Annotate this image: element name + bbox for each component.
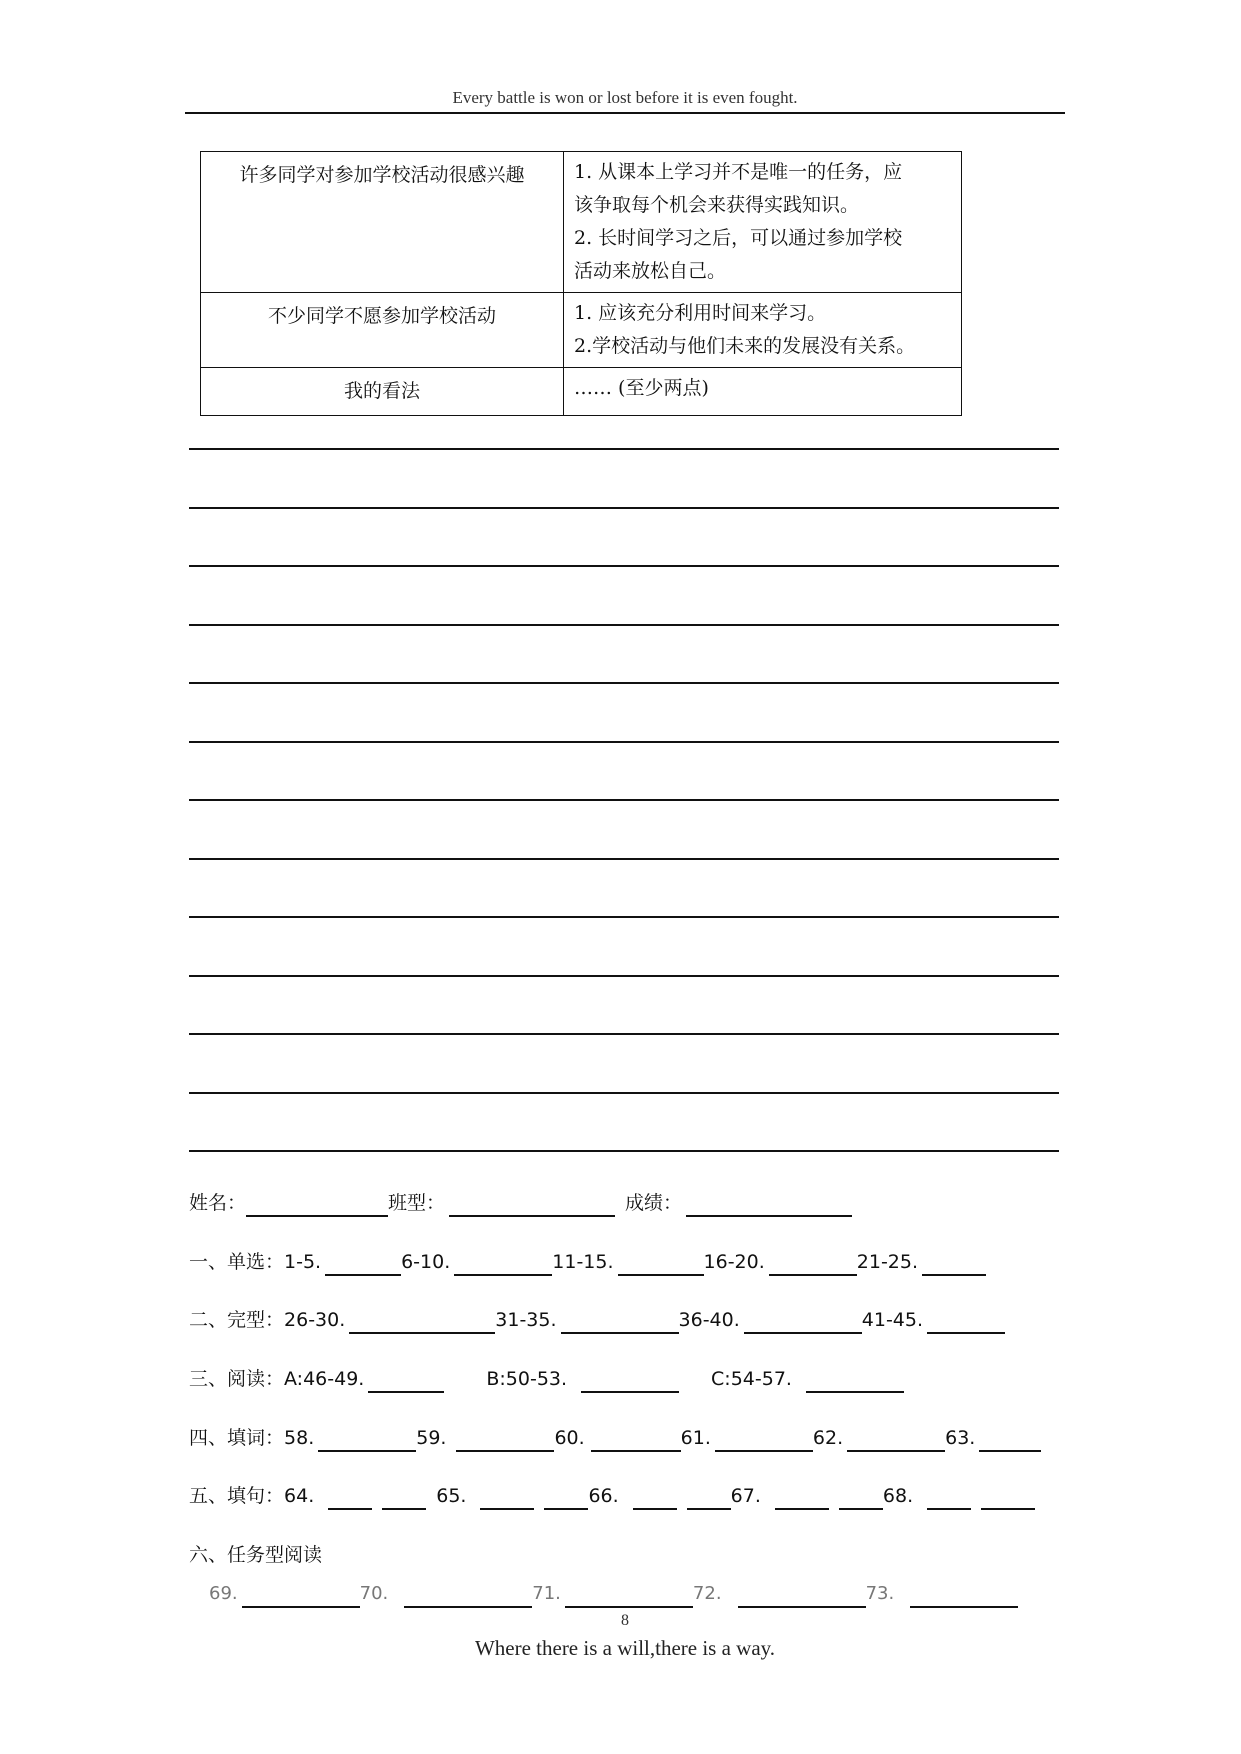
answer-blank[interactable] xyxy=(910,1584,1018,1608)
name-label: 姓名： xyxy=(189,1192,247,1214)
writing-line xyxy=(189,799,1059,801)
class-blank[interactable] xyxy=(449,1193,615,1217)
item-number: 61. xyxy=(680,1427,711,1449)
item-number: B:50-53. xyxy=(486,1368,568,1390)
answer-blank[interactable] xyxy=(687,1486,731,1510)
answer-blank[interactable] xyxy=(561,1310,679,1334)
section-label: 一、单选： xyxy=(189,1251,285,1273)
section-fill-words xyxy=(189,1424,1041,1452)
answer-blank[interactable] xyxy=(382,1486,426,1510)
item-number: 71. xyxy=(532,1583,561,1604)
item-number: 1-5. xyxy=(284,1251,322,1273)
answer-blank[interactable] xyxy=(744,1310,862,1334)
section-label: 六、任务型阅读 xyxy=(189,1544,323,1566)
answer-blank[interactable] xyxy=(325,1252,401,1276)
writing-line xyxy=(189,975,1059,977)
reason-line: 1. 应该充分利用时间来学习。 xyxy=(574,302,827,324)
item-number: 66. xyxy=(588,1485,619,1507)
table-cell-viewpoint: 我的看法 xyxy=(201,368,564,416)
answer-blank[interactable] xyxy=(633,1486,677,1510)
section-cloze xyxy=(189,1306,1005,1334)
item-number: 60. xyxy=(554,1427,585,1449)
writing-line xyxy=(189,916,1059,918)
class-label: 班型： xyxy=(388,1192,446,1214)
writing-line xyxy=(189,858,1059,860)
reason-line: 活动来放松自己。 xyxy=(574,260,727,282)
answer-blank[interactable] xyxy=(738,1584,866,1608)
section-task-reading xyxy=(189,1541,322,1569)
answer-blank[interactable] xyxy=(618,1252,704,1276)
answer-blank[interactable] xyxy=(591,1428,681,1452)
section-label: 四、填词： xyxy=(189,1427,285,1449)
answer-blank[interactable] xyxy=(839,1486,883,1510)
header-motto: Every battle is won or lost before it is even fought. xyxy=(452,88,798,107)
item-number: 6-10. xyxy=(401,1251,451,1273)
answer-blank[interactable] xyxy=(775,1486,829,1510)
reason-line: …… (至少两点) xyxy=(574,377,709,399)
item-number: 64. xyxy=(284,1485,315,1507)
section-label: 三、阅读： xyxy=(189,1368,285,1390)
answer-blank[interactable] xyxy=(769,1252,857,1276)
answer-blank[interactable] xyxy=(480,1486,534,1510)
answer-blank[interactable] xyxy=(979,1428,1041,1452)
item-number: 65. xyxy=(436,1485,467,1507)
writing-line xyxy=(189,741,1059,743)
table-row xyxy=(201,293,962,368)
section-fill-sentences xyxy=(189,1482,1035,1510)
answer-blank[interactable] xyxy=(847,1428,945,1452)
section-label: 五、填句： xyxy=(189,1485,285,1507)
section-single-choice xyxy=(189,1248,986,1276)
score-label: 成绩： xyxy=(625,1192,683,1214)
item-number: 69. xyxy=(209,1583,238,1604)
answer-blank[interactable] xyxy=(544,1486,588,1510)
answer-blank[interactable] xyxy=(349,1310,495,1334)
item-number: 62. xyxy=(812,1427,844,1449)
name-blank[interactable] xyxy=(246,1193,388,1217)
answer-blank[interactable] xyxy=(368,1369,444,1393)
item-number: 31-35. xyxy=(495,1309,557,1331)
answer-blank[interactable] xyxy=(328,1486,372,1510)
answer-blank[interactable] xyxy=(581,1369,679,1393)
item-number: 41-45. xyxy=(861,1309,924,1331)
item-number: C:54-57. xyxy=(711,1368,792,1390)
answer-blank[interactable] xyxy=(456,1428,554,1452)
item-number: 70. xyxy=(359,1583,389,1604)
answer-blank[interactable] xyxy=(806,1369,904,1393)
reason-line: 2.学校活动与他们未来的发展没有关系。 xyxy=(574,335,916,357)
item-number: 26-30. xyxy=(284,1309,346,1331)
table-row xyxy=(201,152,962,293)
table-cell-viewpoint: 许多同学对参加学校活动很感兴趣 xyxy=(201,152,564,293)
table-row xyxy=(201,368,962,416)
item-number: 36-40. xyxy=(678,1309,740,1331)
table-cell-reasons xyxy=(564,368,962,416)
table-cell-viewpoint: 不少同学不愿参加学校活动 xyxy=(201,293,564,368)
item-number: A:46-49. xyxy=(284,1368,365,1390)
item-number: 21-25. xyxy=(856,1251,919,1273)
item-number: 16-20. xyxy=(703,1251,765,1273)
answer-blank[interactable] xyxy=(318,1428,416,1452)
answer-blank[interactable] xyxy=(242,1584,360,1608)
writing-line xyxy=(189,565,1059,567)
answer-blank[interactable] xyxy=(404,1584,532,1608)
writing-line xyxy=(189,1092,1059,1094)
writing-line xyxy=(189,682,1059,684)
answer-blank[interactable] xyxy=(715,1428,813,1452)
item-number: 67. xyxy=(730,1485,761,1507)
answer-blank[interactable] xyxy=(927,1310,1005,1334)
table-cell-reasons xyxy=(564,293,962,368)
reason-line: 1. 从课本上学习并不是唯一的任务，应 xyxy=(574,161,903,183)
item-number: 72. xyxy=(692,1583,722,1604)
writing-line xyxy=(189,1150,1059,1152)
page-number: 8 xyxy=(621,1612,629,1629)
item-number: 63. xyxy=(945,1427,976,1449)
footer-motto: Where there is a will,there is a way. xyxy=(474,1636,776,1660)
writing-line xyxy=(189,448,1059,450)
answer-blank[interactable] xyxy=(927,1486,971,1510)
writing-line xyxy=(189,507,1059,509)
section-reading xyxy=(189,1365,904,1393)
student-info-row xyxy=(189,1189,852,1217)
item-number: 59. xyxy=(416,1427,447,1449)
writing-line xyxy=(189,624,1059,626)
answer-blank[interactable] xyxy=(922,1252,986,1276)
answer-blank[interactable] xyxy=(565,1584,693,1608)
header-rule xyxy=(185,112,1065,114)
item-number: 11-15. xyxy=(552,1251,614,1273)
item-number: 68. xyxy=(882,1485,914,1507)
reason-line: 该争取每个机会来获得实践知识。 xyxy=(574,194,860,216)
reason-line: 2. 长时间学习之后，可以通过参加学校 xyxy=(574,227,903,249)
answer-blank[interactable] xyxy=(981,1486,1035,1510)
table-cell-reasons xyxy=(564,152,962,293)
section-label: 二、完型： xyxy=(189,1309,285,1331)
item-number: 58. xyxy=(284,1427,315,1449)
task-reading-answers xyxy=(209,1580,1018,1608)
item-number: 73. xyxy=(865,1583,895,1604)
score-blank[interactable] xyxy=(686,1193,852,1217)
writing-line xyxy=(189,1033,1059,1035)
opinion-table xyxy=(200,151,962,416)
answer-blank[interactable] xyxy=(454,1252,552,1276)
